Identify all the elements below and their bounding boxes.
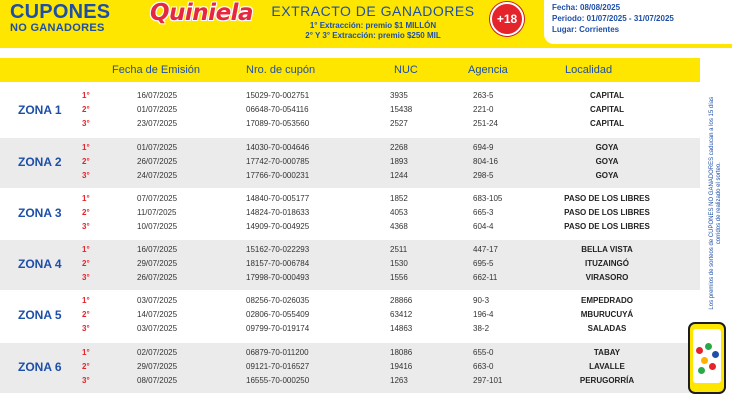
cell-fecha: 14/07/2025	[137, 310, 178, 319]
cell-fecha: 16/07/2025	[137, 245, 178, 254]
draw-period: Periodo: 01/07/2025 - 31/07/2025	[552, 13, 674, 23]
expiry-note-text: Los premios de sorteos de CUPONES NO GANADORES caducan a los 15 días corridos de realizado el sorteo.	[708, 96, 722, 310]
cell-nuc: 15438	[390, 105, 413, 114]
cell-agencia: 655-0	[473, 348, 494, 357]
zone-block-6	[0, 343, 700, 393]
cell-pos: 3°	[82, 222, 90, 231]
table-row	[0, 271, 700, 284]
cell-pos: 2°	[82, 362, 90, 371]
table-row	[0, 360, 700, 373]
cell-localidad: GOYA	[595, 143, 619, 152]
cell-pos: 1°	[82, 194, 90, 203]
green-ball-icon	[705, 343, 712, 350]
cell-agencia: 90-3	[473, 296, 490, 305]
cell-localidad: CAPITAL	[589, 91, 625, 100]
cell-pos: 3°	[82, 119, 90, 128]
cell-agencia: 447-17	[473, 245, 498, 254]
table-row	[0, 374, 700, 387]
cell-fecha: 03/07/2025	[137, 324, 178, 333]
cell-localidad: PASO DE LOS LIBRES	[564, 194, 650, 203]
cell-localidad: CAPITAL	[589, 105, 625, 114]
table-row	[0, 322, 700, 335]
cupones-title-block	[10, 2, 110, 34]
cell-nuc: 4053	[390, 208, 408, 217]
quiniela-logo: Quiniela	[150, 0, 254, 26]
zone-label: ZONA 2	[18, 155, 62, 169]
cell-fecha: 02/07/2025	[137, 348, 178, 357]
cell-pos: 3°	[82, 376, 90, 385]
cell-cupon: 06879-70-011200	[246, 348, 309, 357]
cell-cupon: 02806-70-055409	[246, 310, 310, 319]
cell-agencia: 297-101	[473, 376, 503, 385]
cell-nuc: 1263	[390, 376, 408, 385]
cell-agencia: 663-0	[473, 362, 494, 371]
cell-nuc: 1893	[390, 157, 408, 166]
cell-cupon: 17089-70-053560	[246, 119, 310, 128]
table-row	[0, 155, 700, 168]
cell-agencia: 251-24	[473, 119, 498, 128]
cell-nuc: 63412	[390, 310, 413, 319]
cell-localidad: SALADAS	[587, 324, 627, 333]
cell-localidad: LAVALLE	[589, 362, 625, 371]
cell-cupon: 08256-70-026035	[246, 296, 310, 305]
zone-block-2	[0, 138, 700, 188]
zone-label: ZONA 5	[18, 308, 62, 322]
age-restriction-badge: +18	[490, 2, 524, 36]
phone-screen	[693, 329, 721, 383]
cell-pos: 3°	[82, 273, 90, 282]
cell-cupon: 14030-70-004646	[246, 143, 310, 152]
cell-pos: 1°	[82, 143, 90, 152]
cell-nuc: 2527	[390, 119, 408, 128]
extracto-line-1: 1° Extracción: premio $1 MILLÓN	[309, 21, 437, 30]
cell-cupon: 09799-70-019174	[246, 324, 310, 333]
cell-agencia: 298-5	[473, 171, 494, 180]
cell-nuc: 2511	[390, 245, 408, 254]
draw-date: Fecha: 08/08/2025	[552, 3, 621, 12]
table-row	[0, 103, 700, 116]
cell-pos: 3°	[82, 324, 90, 333]
cell-cupon: 14909-70-004925	[246, 222, 310, 231]
header-banner	[0, 0, 732, 48]
table-header	[0, 58, 700, 82]
cell-localidad: PERUGORRÍA	[579, 376, 635, 385]
red-ball-icon-2	[709, 363, 716, 370]
table-row	[0, 220, 700, 233]
cell-pos: 3°	[82, 171, 90, 180]
cell-pos: 1°	[82, 296, 90, 305]
cell-fecha: 11/07/2025	[137, 208, 177, 217]
cell-fecha: 07/07/2025	[137, 194, 178, 203]
cell-cupon: 18157-70-006784	[246, 259, 310, 268]
zone-block-1	[0, 86, 700, 136]
cell-localidad: GOYA	[595, 157, 619, 166]
table-row	[0, 243, 700, 256]
cell-agencia: 221-0	[473, 105, 494, 114]
draw-info-box	[544, 0, 732, 44]
table-row	[0, 257, 700, 270]
cell-pos: 2°	[82, 105, 90, 114]
cell-nuc: 2268	[390, 143, 408, 152]
cell-localidad: TABAY	[593, 348, 621, 357]
cell-agencia: 196-4	[473, 310, 494, 319]
cell-fecha: 03/07/2025	[137, 296, 178, 305]
cell-pos: 1°	[82, 91, 90, 100]
draw-place: Lugar: Corrientes	[552, 24, 620, 34]
cell-localidad: ITUZAINGÓ	[585, 259, 629, 268]
extracto-block	[258, 3, 488, 40]
extracto-line-2: 2° Y 3° Extracción: premio $250 MIL	[305, 31, 441, 40]
cell-nuc: 14863	[390, 324, 413, 333]
zone-block-5	[0, 291, 700, 341]
cell-cupon: 15162-70-022293	[246, 245, 310, 254]
cell-agencia: 694-9	[473, 143, 494, 152]
cell-nuc: 1530	[390, 259, 408, 268]
cell-localidad: MBURUCUYÁ	[580, 310, 634, 319]
table-row	[0, 192, 700, 205]
table-row	[0, 308, 700, 321]
cell-nuc: 3935	[390, 91, 408, 100]
table-row	[0, 294, 700, 307]
phone-app-icon	[688, 322, 726, 394]
cell-agencia: 604-4	[473, 222, 494, 231]
cell-fecha: 29/07/2025	[137, 362, 178, 371]
table-row	[0, 346, 700, 359]
cell-cupon: 17742-70-000785	[246, 157, 310, 166]
cell-fecha: 16/07/2025	[137, 91, 178, 100]
zone-label: ZONA 6	[18, 360, 62, 374]
column-header-fecha: Fecha de Emisión	[112, 64, 201, 76]
blue-ball-icon	[712, 351, 719, 358]
cell-nuc: 28866	[390, 296, 413, 305]
cell-fecha: 01/07/2025	[137, 105, 178, 114]
column-header-cupon: Nro. de cupón	[246, 64, 316, 76]
cupones-subtitle: NO GANADORES	[10, 22, 105, 34]
cell-pos: 2°	[82, 157, 90, 166]
cupones-title: CUPONES	[10, 1, 111, 23]
table-row	[0, 89, 700, 102]
column-header-nuc: NUC	[394, 64, 418, 76]
cell-agencia: 665-3	[473, 208, 494, 217]
cell-nuc: 4368	[390, 222, 408, 231]
cell-pos: 2°	[82, 208, 90, 217]
zone-block-4	[0, 240, 700, 290]
cell-localidad: CAPITAL	[589, 119, 625, 128]
cell-fecha: 10/07/2025	[137, 222, 178, 231]
cell-localidad: VIRASORO	[585, 273, 629, 282]
red-ball-icon	[696, 347, 703, 354]
cell-localidad: BELLA VISTA	[581, 245, 633, 254]
cell-localidad: EMPEDRADO	[580, 296, 633, 305]
table-row	[0, 169, 700, 182]
cell-localidad: GOYA	[595, 171, 619, 180]
table-row	[0, 141, 700, 154]
column-header-agencia: Agencia	[468, 64, 508, 76]
cell-cupon: 06648-70-054116	[246, 105, 309, 114]
cell-cupon: 17766-70-000231	[246, 171, 310, 180]
cell-localidad: PASO DE LOS LIBRES	[564, 222, 650, 231]
cell-nuc: 18086	[390, 348, 413, 357]
cell-nuc: 1852	[390, 194, 408, 203]
cell-agencia: 804-16	[473, 157, 498, 166]
zone-block-3	[0, 189, 700, 239]
zone-label: ZONA 1	[18, 103, 62, 117]
cell-nuc: 1556	[390, 273, 408, 282]
cell-localidad: PASO DE LOS LIBRES	[564, 208, 650, 217]
cell-fecha: 08/07/2025	[137, 376, 178, 385]
extracto-title: EXTRACTO DE GANADORES	[271, 3, 475, 19]
cell-cupon: 16555-70-000250	[246, 376, 310, 385]
cell-cupon: 14840-70-005177	[246, 194, 310, 203]
cell-fecha: 26/07/2025	[137, 157, 178, 166]
cell-fecha: 24/07/2025	[137, 171, 178, 180]
zone-label: ZONA 4	[18, 257, 62, 271]
cell-pos: 1°	[82, 245, 90, 254]
cell-fecha: 01/07/2025	[137, 143, 178, 152]
cell-fecha: 26/07/2025	[137, 273, 178, 282]
table-row	[0, 117, 700, 130]
cell-pos: 1°	[82, 348, 90, 357]
cell-cupon: 17998-70-000493	[246, 273, 310, 282]
green-ball-icon-2	[698, 367, 705, 374]
cell-agencia: 662-11	[473, 273, 498, 282]
column-header-localidad: Localidad	[565, 64, 613, 76]
cell-nuc: 19416	[390, 362, 413, 371]
expiry-note	[705, 96, 729, 318]
zone-label: ZONA 3	[18, 206, 62, 220]
cell-agencia: 263-5	[473, 91, 494, 100]
orange-ball-icon	[701, 357, 708, 364]
cell-agencia: 695-5	[473, 259, 494, 268]
table-row	[0, 206, 700, 219]
cell-fecha: 29/07/2025	[137, 259, 178, 268]
cell-fecha: 23/07/2025	[137, 119, 178, 128]
cell-nuc: 1244	[390, 171, 408, 180]
cell-pos: 2°	[82, 310, 90, 319]
cell-cupon: 09121-70-016527	[246, 362, 310, 371]
cell-cupon: 15029-70-002751	[246, 91, 310, 100]
cell-agencia: 683-105	[473, 194, 503, 203]
cell-agencia: 38-2	[473, 324, 490, 333]
cell-cupon: 14824-70-018633	[246, 208, 310, 217]
cell-pos: 2°	[82, 259, 90, 268]
